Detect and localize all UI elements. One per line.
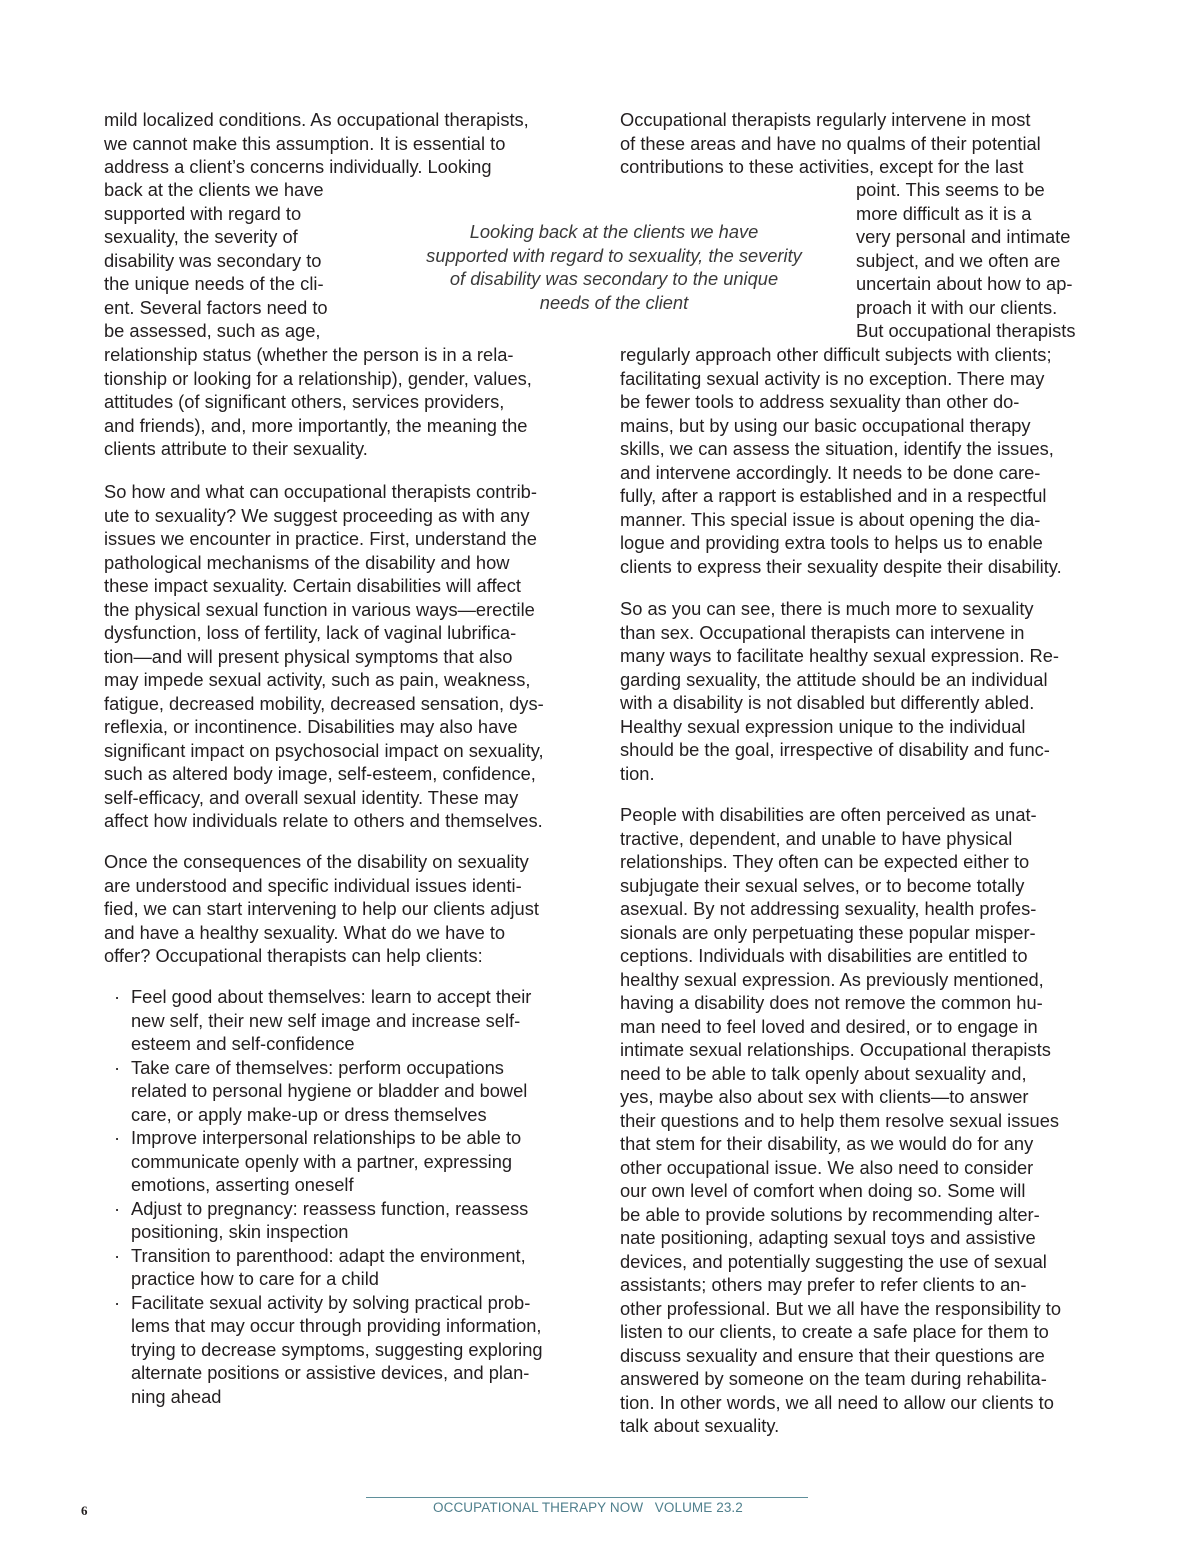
text-line: and intervene accordingly. It needs to be done care- bbox=[620, 461, 1041, 483]
right-paragraph-1-top bbox=[620, 108, 1041, 179]
text-line: Once the consequences of the disability on sexuality bbox=[104, 851, 529, 872]
text-line: yes, maybe also about sex with clients—to answer bbox=[620, 1086, 1029, 1107]
text-line: Looking back at the clients we have bbox=[469, 221, 759, 242]
text-line: having a disability does not remove the common hu- bbox=[620, 992, 1043, 1013]
text-line: reflexia, or incontinence. Disabilities may also have bbox=[104, 716, 518, 737]
text-line: address a client’s concerns individually. Looking bbox=[104, 156, 492, 177]
list-item-line: Take care of themselves: perform occupations bbox=[131, 1056, 504, 1078]
text-line: issues we encounter in practice. First, understand the bbox=[104, 528, 537, 549]
text-line: such as altered body image, self-esteem, confidence, bbox=[104, 763, 536, 784]
footer-rule bbox=[366, 1497, 808, 1498]
text-line: many ways to facilitate healthy sexual expression. Re- bbox=[620, 645, 1059, 666]
text-line: asexual. By not addressing sexuality, health profes- bbox=[620, 898, 1037, 919]
text-line: tion. In other words, we all need to allow our clients to bbox=[620, 1391, 1054, 1413]
bullet-marker: · bbox=[114, 1244, 121, 1266]
text-line: skills, we can assess the situation, identify the issues, bbox=[620, 438, 1054, 459]
text-line: pathological mechanisms of the disability and how bbox=[104, 551, 510, 573]
text-line: our own level of comfort when doing so. Some will bbox=[620, 1180, 1026, 1201]
text-line: subject, and we often are bbox=[856, 249, 1061, 271]
text-line: be fewer tools to address sexuality than other do- bbox=[620, 391, 1020, 412]
text-line: the physical sexual function in various ways—erectile bbox=[104, 598, 535, 620]
text-line: subjugate their sexual selves, or to become totally bbox=[620, 874, 1025, 896]
bullet-marker: · bbox=[114, 1197, 121, 1219]
list-item-line: care, or apply make-up or dress themselves bbox=[131, 1103, 487, 1125]
text-line: relationship status (whether the person is in a rela- bbox=[104, 344, 514, 365]
text-line: and friends), and, more importantly, the meaning the bbox=[104, 414, 528, 436]
text-line: uncertain about how to ap- bbox=[856, 273, 1073, 294]
text-line: of disability was secondary to the unique bbox=[449, 268, 779, 289]
text-line: logue and providing extra tools to helps us to enable bbox=[620, 532, 1043, 553]
right-paragraph-1-narrow bbox=[856, 178, 1076, 343]
list-item-line: trying to decrease symptoms, suggesting exploring bbox=[131, 1338, 543, 1360]
text-line: disability was secondary to bbox=[104, 249, 322, 271]
list-item-line: related to personal hygiene or bladder and bowel bbox=[131, 1080, 528, 1101]
text-line: and have a healthy sexuality. What do we have to bbox=[104, 921, 506, 943]
text-line: man need to feel loved and desired, or to engage in bbox=[620, 1015, 1038, 1037]
left-paragraph-1-top bbox=[104, 108, 529, 179]
list-item-line: communicate openly with a partner, expressing bbox=[131, 1150, 513, 1172]
text-line: should be the goal, irrespective of disability and func- bbox=[620, 739, 1050, 760]
right-paragraph-3 bbox=[620, 803, 1061, 1438]
list-item-line: new self, their new self image and increase self- bbox=[131, 1009, 521, 1031]
text-line: mains, but by using our basic occupational therapy bbox=[620, 414, 1031, 436]
text-line: contributions to these activities, except for the last bbox=[620, 156, 1024, 177]
text-line: discuss sexuality and ensure that their questions are bbox=[620, 1344, 1045, 1366]
text-line: self-efficacy, and overall sexual identity. These may bbox=[104, 786, 519, 808]
bullet-marker: · bbox=[114, 1127, 121, 1148]
text-line: nate positioning, adapting sexual toys and assistive bbox=[620, 1227, 1036, 1248]
list-item bbox=[108, 1244, 543, 1291]
journal-volume: VOLUME 23.2 bbox=[654, 1500, 743, 1515]
text-line: relationships. They often can be expected either to bbox=[620, 851, 1030, 872]
list-item-line: esteem and self-confidence bbox=[131, 1033, 355, 1054]
text-line: significant impact on psychosocial impact on sexuality, bbox=[104, 739, 544, 761]
text-line: intimate sexual relationships. Occupational therapists bbox=[620, 1039, 1051, 1060]
text-line: facilitating sexual activity is no exception. There may bbox=[620, 367, 1045, 389]
text-line: sexuality, the severity of bbox=[104, 226, 298, 247]
left-paragraph-1-narrow bbox=[104, 178, 328, 343]
text-line: needs of the client bbox=[539, 291, 689, 313]
text-line: Healthy sexual expression unique to the individual bbox=[620, 715, 1026, 737]
list-item bbox=[108, 1126, 543, 1197]
text-line: are understood and specific individual issues identi- bbox=[104, 874, 522, 896]
list-item-line: practice how to care for a child bbox=[131, 1268, 379, 1289]
list-item-line: positioning, skin inspection bbox=[131, 1221, 349, 1242]
text-line: tractive, dependent, and unable to have physical bbox=[620, 827, 1013, 849]
text-line: may impede sexual activity, such as pain, weakness, bbox=[104, 669, 531, 690]
list-item bbox=[108, 1056, 543, 1127]
text-line: affect how individuals relate to others and themselves. bbox=[104, 810, 543, 831]
text-line: than sex. Occupational therapists can intervene in bbox=[620, 621, 1025, 643]
text-line: be assessed, such as age, bbox=[104, 320, 321, 341]
text-line: So how and what can occupational therapists contrib- bbox=[104, 481, 537, 502]
text-line: supported with regard to bbox=[104, 202, 302, 224]
text-line: regularly approach other difficult subjects with clients; bbox=[620, 344, 1052, 365]
text-line: But occupational therapists bbox=[856, 320, 1076, 341]
page-number: 6 bbox=[81, 1503, 88, 1518]
list-item-line: Transition to parenthood: adapt the environment, bbox=[131, 1244, 526, 1266]
bullet-marker: · bbox=[114, 1291, 121, 1313]
list-item-line: alternate positions or assistive devices, and plan- bbox=[131, 1362, 530, 1383]
text-line: Occupational therapists regularly intervene in most bbox=[620, 109, 1031, 130]
text-line: of these areas and have no qualms of their potential bbox=[620, 132, 1041, 154]
text-line: supported with regard to sexuality, the severity bbox=[426, 244, 802, 266]
text-line: tionship or looking for a relationship), gender, values, bbox=[104, 367, 532, 389]
list-item-line: lems that may occur through providing information, bbox=[131, 1315, 542, 1336]
text-line: sionals are only perpetuating these popular misper- bbox=[620, 921, 1036, 943]
list-item-line: emotions, asserting oneself bbox=[131, 1174, 354, 1195]
left-paragraph-1-bottom bbox=[104, 343, 532, 461]
right-paragraph-2 bbox=[620, 597, 1059, 785]
journal-title: OCCUPATIONAL THERAPY NOW bbox=[433, 1500, 644, 1515]
text-line: proach it with our clients. bbox=[856, 296, 1058, 318]
text-line: clients attribute to their sexuality. bbox=[104, 438, 368, 459]
text-line: healthy sexual expression. As previously mentioned, bbox=[620, 968, 1044, 990]
text-line: dysfunction, loss of fertility, lack of vaginal lubrifica- bbox=[104, 622, 517, 643]
text-line: talk about sexuality. bbox=[620, 1415, 780, 1436]
text-line: offer? Occupational therapists can help clients: bbox=[104, 945, 483, 966]
right-paragraph-1-bottom bbox=[620, 343, 1062, 578]
list-item-line: Facilitate sexual activity by solving practical prob- bbox=[131, 1291, 531, 1313]
text-line: very personal and intimate bbox=[856, 226, 1071, 247]
text-line: more difficult as it is a bbox=[856, 202, 1032, 224]
text-line: these impact sexuality. Certain disabilities will affect bbox=[104, 575, 521, 596]
text-line: fatigue, decreased mobility, decreased sensation, dys- bbox=[104, 692, 544, 714]
text-line: tion—and will present physical symptoms that also bbox=[104, 645, 513, 667]
text-line: fully, after a rapport is established and in a respectful bbox=[620, 485, 1047, 506]
text-line: People with disabilities are often perceived as unat- bbox=[620, 804, 1037, 825]
left-paragraph-3 bbox=[104, 850, 539, 968]
text-line: attitudes (of significant others, services providers, bbox=[104, 391, 505, 412]
text-line: assistants; others may prefer to refer clients to an- bbox=[620, 1274, 1027, 1295]
list-item-line: Improve interpersonal relationships to be able to bbox=[131, 1127, 522, 1148]
footer-journal bbox=[433, 1500, 743, 1516]
text-line: point. This seems to be bbox=[856, 179, 1045, 200]
text-line: tion. bbox=[620, 762, 655, 784]
text-line: ute to sexuality? We suggest proceeding as with any bbox=[104, 504, 530, 526]
text-line: answered by someone on the team during rehabilita- bbox=[620, 1368, 1047, 1389]
text-line: fied, we can start intervening to help our clients adjust bbox=[104, 898, 539, 919]
intervention-bullet-list bbox=[108, 985, 543, 1408]
bullet-marker: · bbox=[114, 986, 121, 1007]
text-line: devices, and potentially suggesting the use of sexual bbox=[620, 1250, 1047, 1272]
list-item-line: Adjust to pregnancy: reassess function, reassess bbox=[131, 1197, 529, 1219]
text-line: mild localized conditions. As occupational therapists, bbox=[104, 109, 529, 130]
text-line: back at the clients we have bbox=[104, 179, 324, 200]
text-line: garding sexuality, the attitude should be an individual bbox=[620, 668, 1048, 690]
text-line: that stem for their disability, as we would do for any bbox=[620, 1133, 1034, 1154]
bullet-marker: · bbox=[114, 1056, 121, 1078]
list-item bbox=[108, 985, 543, 1056]
list-item-line: ning ahead bbox=[131, 1385, 222, 1407]
text-line: listen to our clients, to create a safe place for them to bbox=[620, 1321, 1049, 1342]
text-line: other occupational issue. We also need to consider bbox=[620, 1156, 1034, 1178]
list-item bbox=[108, 1197, 543, 1244]
text-line: be able to provide solutions by recommending alter- bbox=[620, 1203, 1040, 1225]
text-line: need to be able to talk openly about sexuality and, bbox=[620, 1062, 1027, 1084]
text-line: So as you can see, there is much more to sexuality bbox=[620, 598, 1034, 619]
text-line: clients to express their sexuality despite their disability. bbox=[620, 555, 1062, 577]
text-line: with a disability is not disabled but differently abled. bbox=[620, 692, 1035, 713]
text-line: we cannot make this assumption. It is essential to bbox=[104, 132, 506, 154]
list-item bbox=[108, 1291, 543, 1409]
pull-quote bbox=[400, 220, 828, 314]
text-line: the unique needs of the cli- bbox=[104, 273, 324, 294]
text-line: ceptions. Individuals with disabilities are entitled to bbox=[620, 945, 1028, 966]
text-line: their questions and to help them resolve sexual issues bbox=[620, 1109, 1059, 1131]
text-line: manner. This special issue is about opening the dia- bbox=[620, 508, 1041, 530]
text-line: other professional. But we all have the responsibility to bbox=[620, 1297, 1062, 1319]
list-item-line: Feel good about themselves: learn to accept their bbox=[131, 986, 532, 1007]
text-line: ent. Several factors need to bbox=[104, 296, 328, 318]
left-paragraph-2 bbox=[104, 480, 544, 833]
